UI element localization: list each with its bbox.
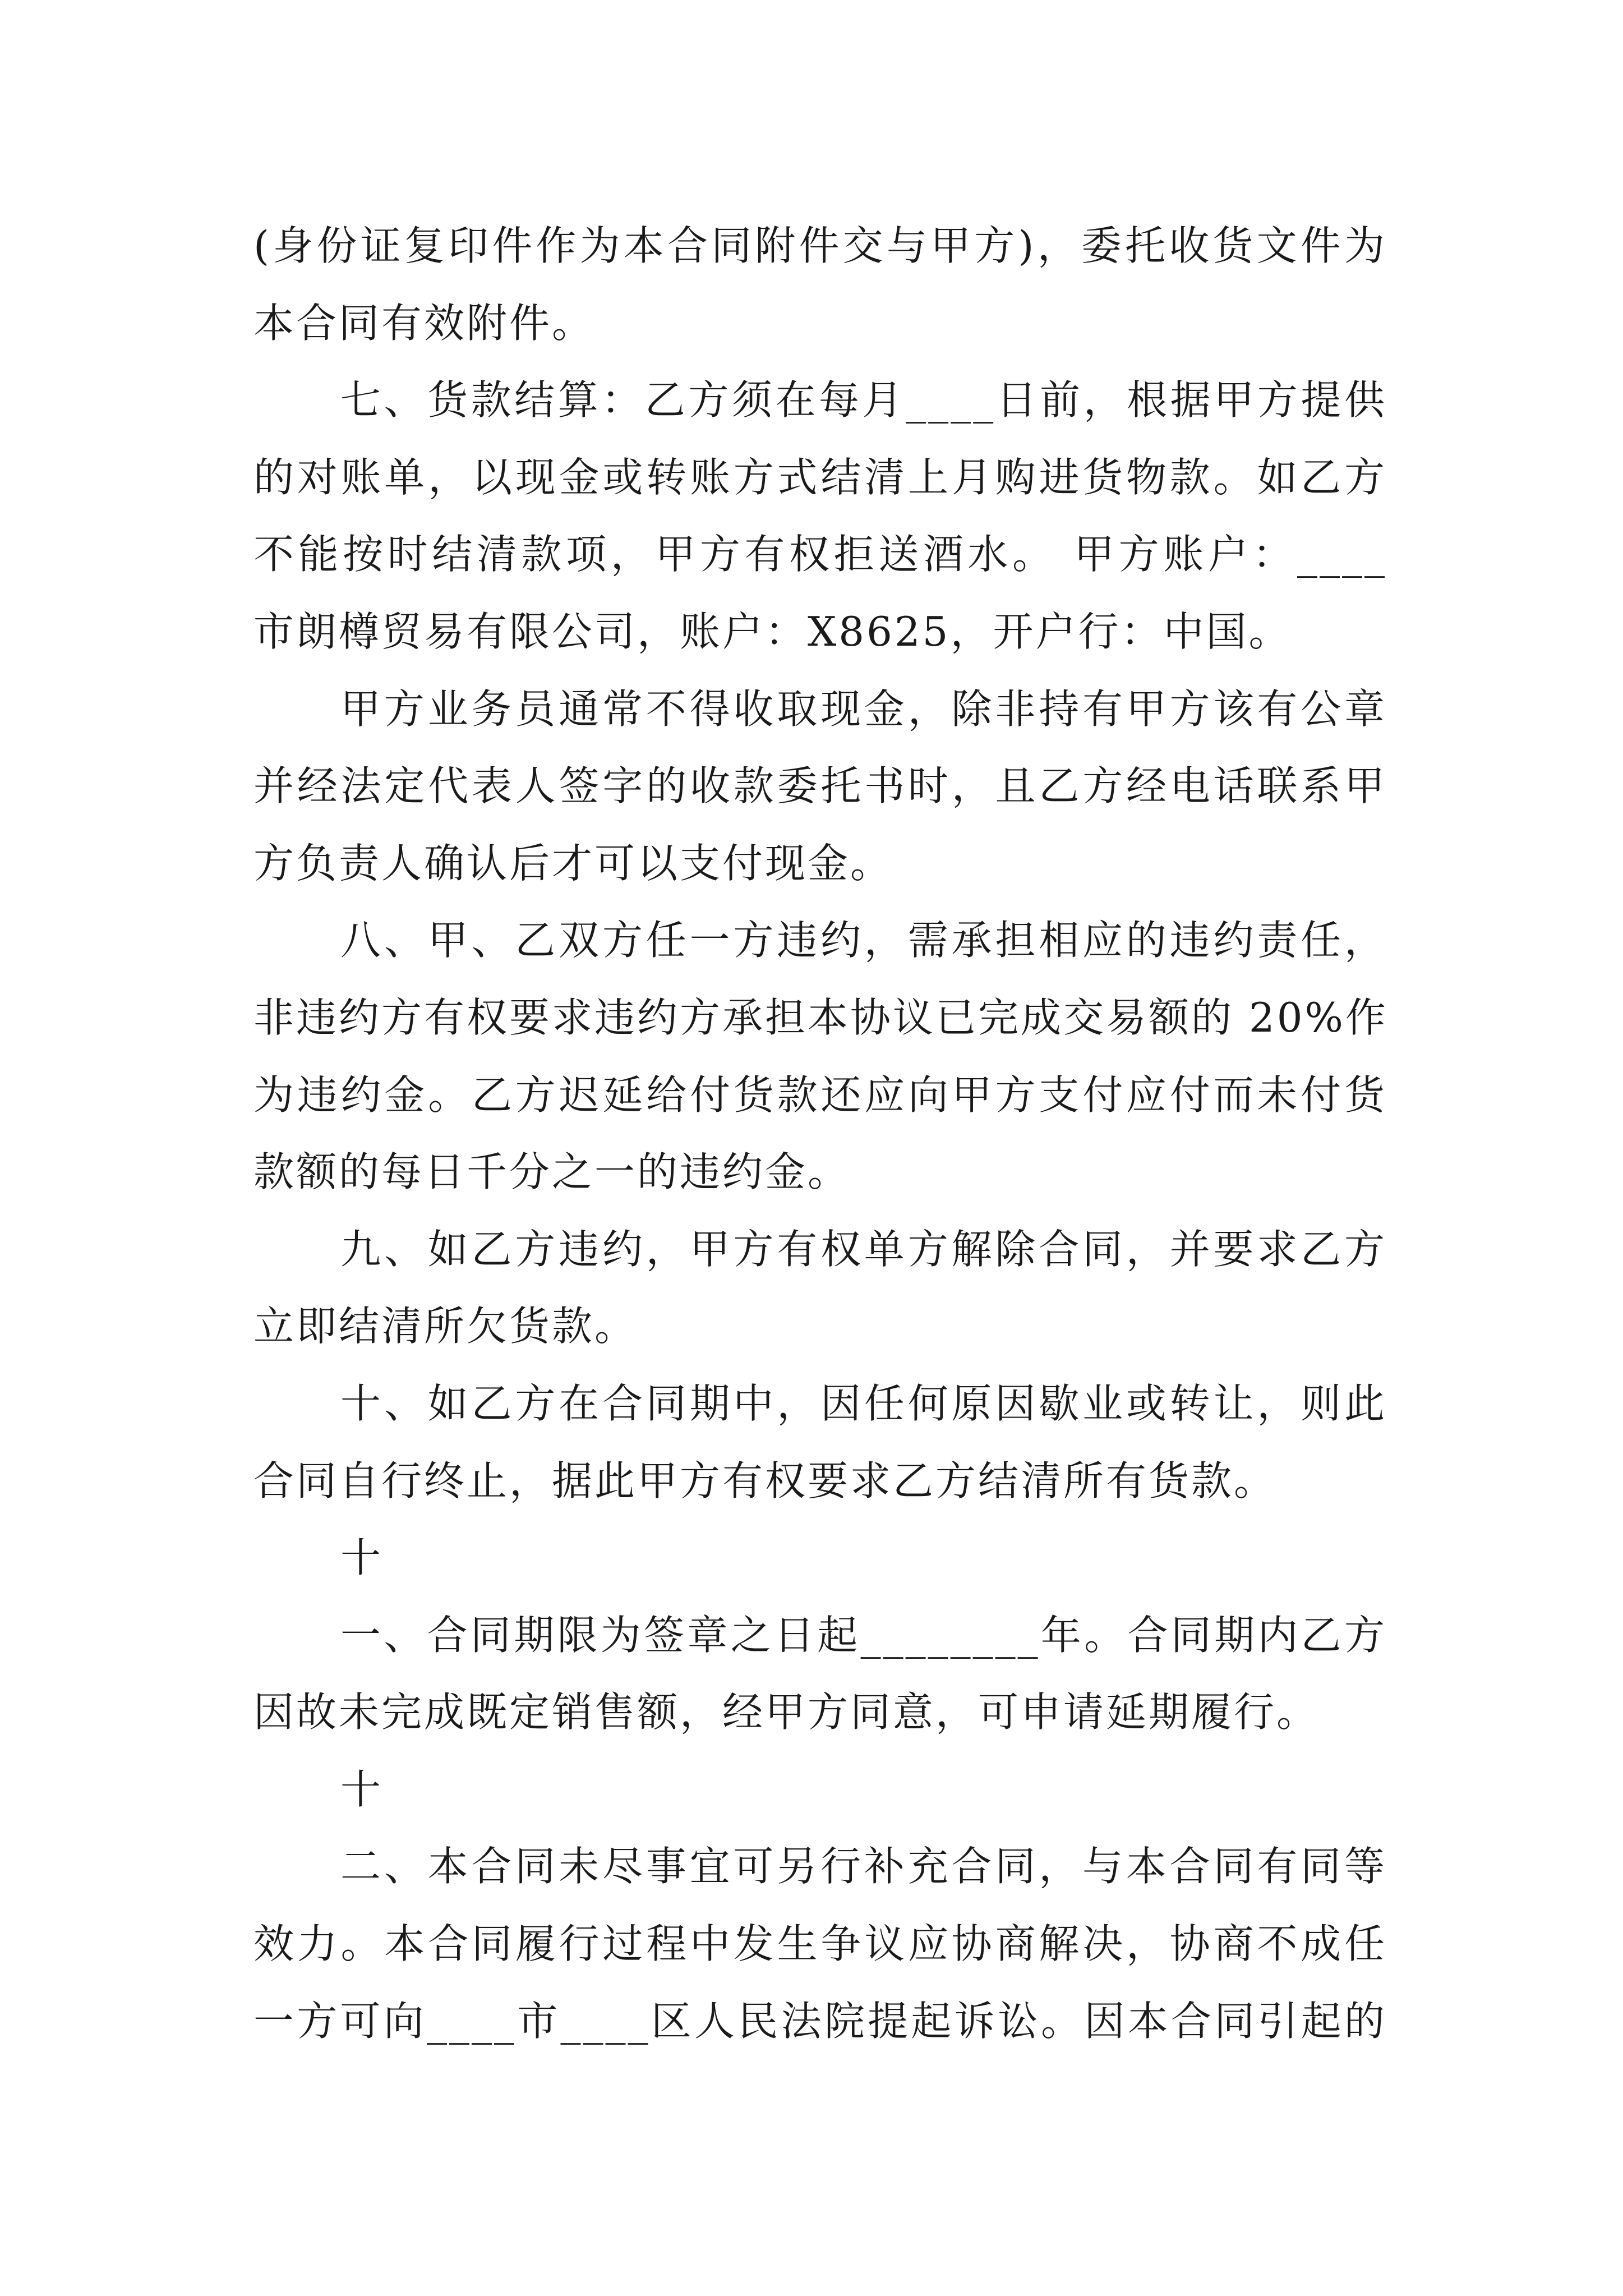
paragraph-clause-11-term	[253, 1597, 1387, 1751]
paragraph-clause-7-payment	[253, 362, 1387, 670]
text-line: 并经法定代表人签字的收款委托书时，且乙方经电话联系甲	[253, 762, 1387, 810]
text-line: 本合同有效附件。	[253, 299, 595, 347]
text-line: 十	[340, 1765, 384, 1813]
text-line: 市朗樽贸易有限公司，账户：X8625，开户行：中国。	[253, 608, 1292, 655]
text-line: 不能按时结清款项，甲方有权拒送酒水。 甲方账户：____	[253, 531, 1387, 578]
paragraph-attachment-continuation	[253, 208, 1387, 362]
text-line: 合同自行终止，据此甲方有权要求乙方结清所有货款。	[253, 1457, 1277, 1504]
text-line: 二、本合同未尽事宜可另行补充合同，与本合同有同等	[340, 1843, 1387, 1890]
paragraph-clause-12-number	[253, 1751, 1387, 1829]
text-line: 非违约方有权要求违约方承担本协议已完成交易额的 20%作	[253, 993, 1388, 1041]
text-line: 九、如乙方违约，甲方有权单方解除合同，并要求乙方	[340, 1225, 1387, 1273]
text-line: 十	[340, 1534, 384, 1582]
text-line: 方负责人确认后才可以支付现金。	[253, 839, 893, 887]
text-line: (身份证复印件作为本合同附件交与甲方)，委托收货文件为	[253, 222, 1387, 269]
text-line: 效力。本合同履行过程中发生争议应协商解决，协商不成任	[253, 1920, 1387, 1968]
text-line: 一方可向____市____区人民法院提起诉讼。因本合同引起的	[253, 1997, 1387, 2045]
paragraph-clause-12-disputes	[253, 1828, 1387, 2060]
text-line: 立即结清所欠货款。	[253, 1303, 638, 1350]
paragraph-clause-8-breach	[253, 902, 1387, 1211]
paragraph-cash-collection	[253, 671, 1387, 903]
text-line: 的对账单，以现金或转账方式结清上月购进货物款。如乙方	[253, 453, 1387, 501]
text-line: 因故未完成既定销售额，经甲方同意，可申请延期履行。	[253, 1688, 1320, 1736]
text-line: 款额的每日千分之一的违约金。	[253, 1148, 851, 1196]
paragraph-clause-9-termination	[253, 1211, 1387, 1365]
paragraph-clause-11-number	[253, 1520, 1387, 1597]
text-line: 甲方业务员通常不得收取现金，除非持有甲方该有公章	[340, 685, 1387, 733]
contract-body-text	[253, 208, 1387, 2060]
text-line: 为违约金。乙方迟延给付货款还应向甲方支付应付而未付货	[253, 1071, 1387, 1119]
text-line: 十、如乙方在合同期中，因任何原因歇业或转让，则此	[340, 1379, 1387, 1427]
paragraph-clause-10-closure	[253, 1365, 1387, 1520]
text-line: 一、合同期限为签章之日起________年。合同期内乙方	[340, 1611, 1387, 1659]
text-line: 七、货款结算：乙方须在每月____日前，根据甲方提供	[340, 376, 1387, 424]
text-line: 八、甲、乙双方任一方违约，需承担相应的违约责任，	[340, 917, 1387, 964]
